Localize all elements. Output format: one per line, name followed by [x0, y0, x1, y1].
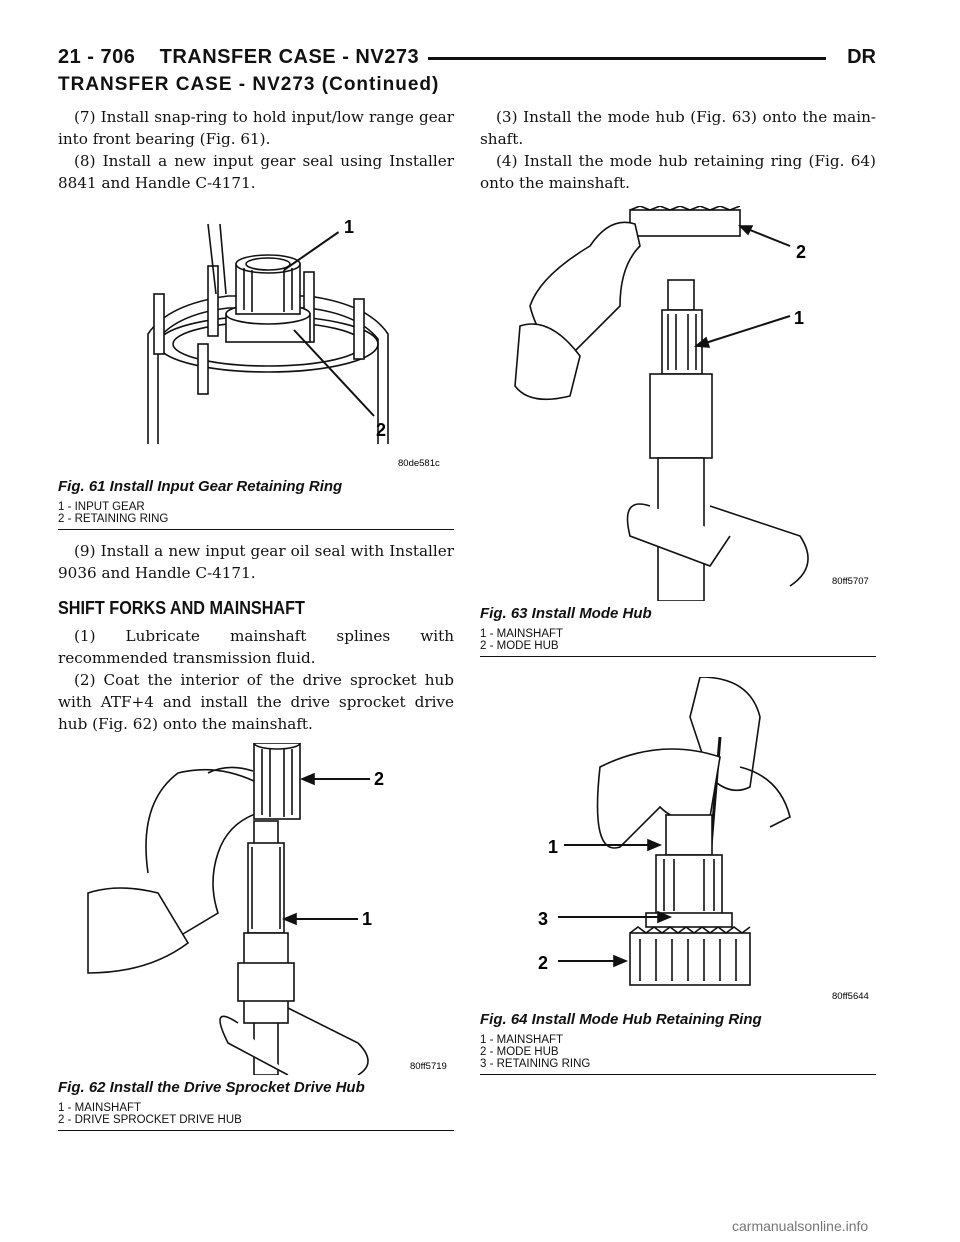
fig64-image-code: 80ff5644: [832, 991, 869, 1002]
header-title: [58, 46, 429, 69]
section-title: TRANSFER CASE - NV273: [159, 46, 420, 68]
fig61-legend-1: 1 - INPUT GEAR: [58, 501, 145, 513]
fig62-callout-1: 1: [362, 909, 373, 929]
step-1: (1) Lubricate mainshaft splines with recommended transmission fluid.: [58, 627, 454, 667]
figure-63-illustration: [480, 206, 876, 601]
figure-61-illustration: [58, 204, 454, 474]
header-code: DR: [847, 46, 876, 68]
fig61-callout-2: 2: [376, 420, 387, 440]
fig64-callout-1: 1: [548, 837, 559, 857]
watermark: carmanualsonline.info: [732, 1218, 869, 1234]
fig63-legend-2: 2 - MODE HUB: [480, 640, 559, 652]
header-rule: [428, 57, 826, 60]
figure-63: [480, 206, 876, 657]
figure-64-illustration: [480, 677, 876, 1007]
fig63-callout-1: 1: [794, 308, 805, 328]
fig62-legend-2: 2 - DRIVE SPROCKET DRIVE HUB: [58, 1114, 242, 1126]
fig61-legend-2: 2 - RETAINING RING: [58, 513, 169, 525]
fig64-title: Fig. 64 Install Mode Hub Retaining Ring: [480, 1011, 762, 1028]
fig61-title: Fig. 61 Install Input Gear Retaining Ring: [58, 478, 343, 495]
page-number: 21 - 706: [58, 46, 136, 68]
fig63-callout-2: 2: [796, 242, 807, 262]
fig62-callout-2: 2: [374, 769, 385, 789]
fig63-image-code: 80ff5707: [832, 576, 869, 587]
fig61-image-code: 80de581c: [398, 458, 440, 469]
fig64-callout-3: 3: [538, 909, 549, 929]
fig64-rule: [480, 1074, 876, 1075]
fig61-callout-1: 1: [344, 217, 355, 237]
fig64-callout-2: 2: [538, 953, 549, 973]
fig63-legend-1: 1 - MAINSHAFT: [480, 628, 564, 640]
figure-62-illustration: [58, 743, 454, 1075]
fig61-rule: [58, 529, 454, 530]
fig63-title: Fig. 63 Install Mode Hub: [480, 605, 652, 622]
fig62-rule: [58, 1130, 454, 1131]
figure-61: [58, 204, 454, 530]
fig64-legend-1: 1 - MAINSHAFT: [480, 1034, 564, 1046]
step-7: (7) Install snap-ring to hold input/low range gear into front bearing (Fig. 61).: [58, 108, 454, 148]
step-2: (2) Coat the interior of the drive sprocket hub with ATF+4 and install the drive sprocket drive hub (Fig. 62) onto the mainshaft.: [58, 671, 454, 733]
fig62-legend-1: 1 - MAINSHAFT: [58, 1102, 142, 1114]
figure-64: [480, 677, 876, 1075]
section-heading: SHIFT FORKS AND MAINSHAFT: [58, 598, 305, 618]
fig62-image-code: 80ff5719: [410, 1061, 447, 1072]
page-header: [58, 44, 876, 74]
page-subheader: TRANSFER CASE - NV273 (Continued): [58, 74, 440, 95]
figure-62: [58, 743, 454, 1131]
left-column: [58, 106, 454, 1131]
right-column: [480, 106, 876, 1075]
fig63-rule: [480, 656, 876, 657]
fig62-title: Fig. 62 Install the Drive Sprocket Drive Hub: [58, 1079, 365, 1096]
step-3: (3) Install the mode hub (Fig. 63) onto the main- shaft.: [480, 108, 876, 148]
step-9: (9) Install a new input gear oil seal with Installer 9036 and Handle C-4171.: [58, 542, 454, 582]
step-4: (4) Install the mode hub retaining ring (Fig. 64) onto the mainshaft.: [480, 152, 876, 192]
step-8: (8) Install a new input gear seal using Installer 8841 and Handle C-4171.: [58, 152, 454, 192]
fig64-legend-3: 3 - RETAINING RING: [480, 1058, 591, 1070]
fig64-legend-2: 2 - MODE HUB: [480, 1046, 559, 1058]
